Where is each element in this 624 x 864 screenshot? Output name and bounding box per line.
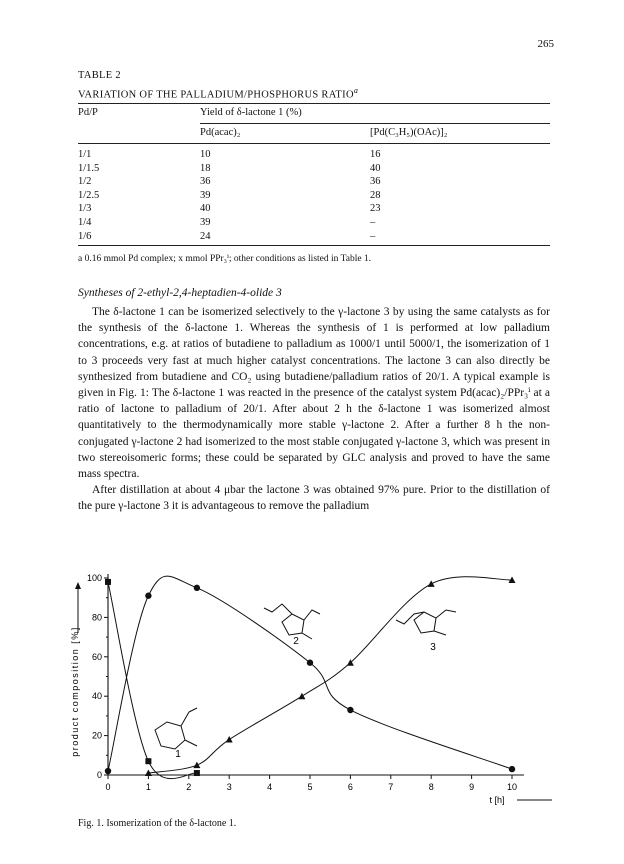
table-cell-yield: 18 bbox=[200, 162, 211, 174]
series-1 bbox=[105, 579, 200, 779]
x-tick-label: 10 bbox=[506, 782, 518, 792]
structure-label: 3 bbox=[430, 642, 436, 653]
paragraph-2: After distillation at about 4 μbar the lactone 3 was obtained 97% pure. Prior to the distillation of the pure γ-lactone 3 it is advantageous to remove the palladium bbox=[78, 484, 550, 513]
y-tick-label: 100 bbox=[86, 573, 102, 583]
x-axis-label: t [h] bbox=[489, 795, 505, 805]
data-point-square bbox=[145, 758, 151, 764]
series-3 bbox=[145, 576, 516, 776]
table-cell-ratio: 1/2.5 bbox=[78, 189, 100, 201]
table-footnote: a 0.16 mmol Pd complex; x mmol PPr₃ⁱ; other conditions as listed in Table 1. bbox=[78, 254, 372, 264]
y-tick-label: 80 bbox=[91, 612, 102, 623]
y-tick-label: 20 bbox=[91, 730, 102, 741]
structure-drawing-1 bbox=[155, 708, 197, 749]
structure-drawing-2 bbox=[264, 604, 320, 639]
table-cell-yield: 36 bbox=[200, 176, 211, 188]
structure-drawing-3 bbox=[396, 610, 456, 635]
data-point-circle bbox=[105, 768, 111, 774]
x-tick-label: 2 bbox=[186, 782, 192, 792]
table-cell-yield: 39 bbox=[200, 189, 211, 201]
section-heading: Syntheses of 2-ethyl-2,4-heptadien-4-olide 3 bbox=[78, 287, 282, 299]
table-cell-ratio: 1/6 bbox=[78, 230, 92, 242]
data-point-triangle bbox=[428, 580, 435, 587]
isomerization-chart bbox=[60, 560, 580, 810]
table-cell-yield: 40 bbox=[200, 203, 211, 215]
y-tick-label: 0 bbox=[96, 770, 102, 780]
body-text bbox=[78, 304, 550, 515]
data-point-square bbox=[194, 770, 200, 776]
page-number: 265 bbox=[537, 38, 554, 50]
table-title-note: a bbox=[353, 86, 359, 95]
table-cell-yield: 24 bbox=[200, 230, 211, 242]
y-tick-label: 60 bbox=[91, 651, 102, 662]
x-tick-label: 6 bbox=[347, 782, 353, 792]
table-cell-yield: 10 bbox=[200, 149, 211, 160]
y-axis-arrowhead bbox=[75, 582, 81, 589]
x-tick-label: 3 bbox=[226, 782, 232, 792]
table-cell-yield: 36 bbox=[370, 176, 381, 188]
col-header-pdacac: Pd(acac)₂ bbox=[200, 127, 241, 138]
table-cell-ratio: 1/4 bbox=[78, 217, 92, 228]
table-cell-yield: 40 bbox=[370, 162, 381, 174]
x-tick-label: 5 bbox=[307, 782, 313, 792]
figure-caption: Fig. 1. Isomerization of the δ-lactone 1. bbox=[78, 818, 237, 829]
x-tick-label: 1 bbox=[145, 782, 151, 792]
table-cell-ratio: 1/3 bbox=[78, 203, 92, 215]
table-bottom-rule bbox=[78, 245, 550, 246]
data-point-triangle bbox=[298, 693, 305, 700]
data-point-triangle bbox=[226, 736, 233, 743]
data-point-square bbox=[105, 579, 111, 585]
data-point-circle bbox=[307, 660, 313, 666]
series-line-1 bbox=[108, 582, 197, 779]
table-label: TABLE 2 bbox=[78, 70, 121, 81]
table-cell-yield: 28 bbox=[370, 189, 381, 201]
table-top-rule bbox=[78, 103, 550, 104]
structure-label: 2 bbox=[293, 636, 299, 647]
series-line-2 bbox=[108, 576, 512, 771]
x-tick-label: 7 bbox=[388, 782, 394, 792]
data-point-circle bbox=[194, 585, 200, 591]
x-tick-label: 9 bbox=[469, 782, 475, 792]
yield-subrule bbox=[200, 123, 550, 124]
table-cell-yield: – bbox=[370, 217, 376, 228]
col-header-yield: Yield of δ-lactone 1 (%) bbox=[200, 107, 302, 118]
table-title bbox=[78, 86, 358, 101]
structure-label: 1 bbox=[175, 749, 181, 760]
data-point-circle bbox=[509, 766, 515, 772]
col-header-ratio: Pd/P bbox=[78, 107, 98, 118]
y-axis-label: product composition [%] bbox=[70, 626, 80, 757]
table-title-text: VARIATION OF THE PALLADIUM/PHOSPHORUS RATIO bbox=[78, 89, 354, 101]
x-tick-label: 4 bbox=[267, 782, 273, 792]
data-point-circle bbox=[347, 707, 353, 713]
x-tick-label: 8 bbox=[428, 782, 434, 792]
series-2 bbox=[105, 576, 515, 774]
y-tick-label: 40 bbox=[91, 691, 102, 702]
table-cell-ratio: 1/2 bbox=[78, 176, 92, 188]
table-cell-yield: 16 bbox=[370, 149, 381, 160]
series-line-3 bbox=[148, 577, 512, 773]
table-cell-yield: 39 bbox=[200, 217, 211, 228]
table-cell-yield: 23 bbox=[370, 203, 381, 215]
table-cell-yield: – bbox=[370, 230, 376, 242]
col-header-pdallyl: [Pd(C₃H₅)(OAc)]₂ bbox=[370, 127, 448, 138]
data-point-circle bbox=[145, 593, 151, 599]
paragraph-1: The δ-lactone 1 can be isomerized selectively to the γ-lactone 3 by using the same catalysts as for the synthesis of the δ-lactone 1. Whereas the synthesis of 1 is performed at low palladium concentrations, e.g. at ratios of butadiene to palladium as 1000/1 until 5000/1, the isomerization of 1 to 3 proceeds very fast at much higher catalyst concentrations. The lactone 3 can also directly be synthesized from butadiene and CO₂ using butadiene/palladium ratios of 20/1. A typical example is given in Fig. 1: The δ-lactone 1 was reacted in the presence of the catalyst system Pd(acac)₂/PPr₃ⁱ at a ratio of lactone to palladium of 20/1. After about 2 h the δ-lactone 1 was isomerized almost quantitatively to the thermodynamically more stable γ-lactone 2. After a further 8 h the non-conjugated γ-lactone 2 had isomerized to the most stable conjugated γ-lactone 3, which was present in two stereoisomeric forms; these could be separated by GLC analysis and proved to have the same mass spectra. bbox=[78, 306, 550, 481]
data-point-triangle bbox=[193, 762, 200, 769]
table-cell-ratio: 1/1.5 bbox=[78, 162, 100, 174]
table-cell-ratio: 1/1 bbox=[78, 149, 92, 160]
x-tick-label: 0 bbox=[105, 782, 111, 792]
table-header-rule bbox=[78, 143, 550, 144]
